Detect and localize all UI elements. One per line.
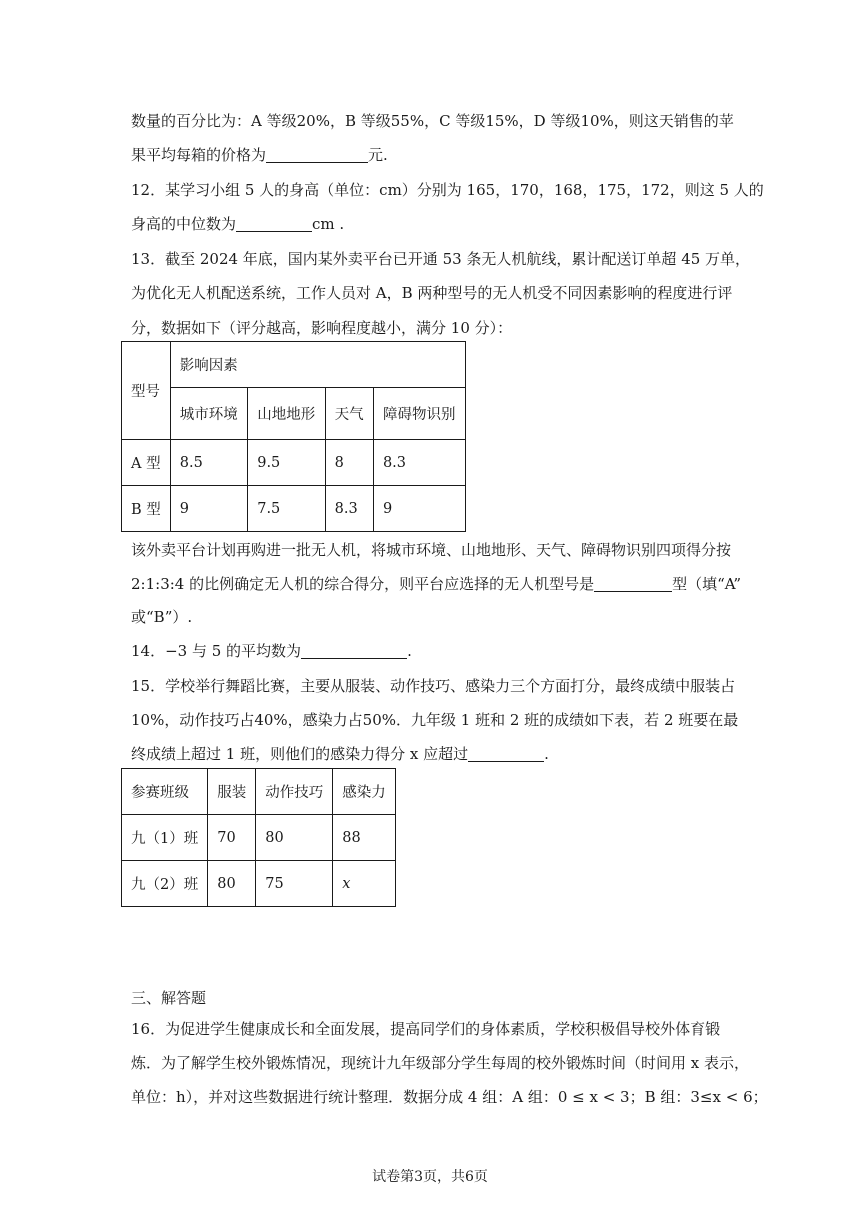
page-footer: 试卷第3页，共6页 <box>372 1169 488 1185</box>
q13-after-line-1: 该外卖平台计划再购进一批无人机，将城市环境、山地地形、天气、障碍物识别四项得分按 <box>131 541 732 559</box>
q12-line-1: 12．某学习小组 5 人的身高（单位：cm）分别为 165，170，168，175，172，则这 5 人的 <box>131 181 764 199</box>
q14-answer-blank[interactable] <box>301 642 407 659</box>
q13-col-header: 城市环境 <box>170 388 247 440</box>
q15-col-header: 参赛班级 <box>122 769 208 815</box>
q15-table-cell: 88 <box>333 815 396 861</box>
q14-text-post: . <box>407 642 412 660</box>
q13-table-cell: 9 <box>373 486 465 532</box>
q13-after-line-3: 或“B”）. <box>131 608 193 626</box>
q11-text-pre: 果平均每箱的价格为 <box>131 146 267 164</box>
q13-after-text-post: 型（填“A” <box>672 575 742 593</box>
q13-col-header: 山地地形 <box>248 388 325 440</box>
q12-text-post: cm . <box>312 215 345 233</box>
q15-col-header: 服装 <box>208 769 256 815</box>
q15-line-2: 10%，动作技巧占40%，感染力占50%．九年级 1 班和 2 班的成绩如下表，若 2 班要在最 <box>131 711 739 729</box>
q15-table <box>121 768 396 907</box>
q11-answer-blank[interactable] <box>266 146 368 163</box>
q13-table-corner: 型号 <box>122 342 171 440</box>
q13-line-3: 分，数据如下（评分越高，影响程度越小，满分 10 分）： <box>131 319 513 337</box>
q15-table-cell: 75 <box>256 861 333 907</box>
q13-table-cell: 7.5 <box>248 486 325 532</box>
q13-answer-blank[interactable] <box>594 575 672 592</box>
q13-table-cell: 8.3 <box>373 440 465 486</box>
q16-line-2: 炼．为了解学生校外锻炼情况，现统计九年级部分学生每周的校外锻炼时间（时间用 x 表示， <box>131 1054 749 1072</box>
q12-text-pre: 身高的中位数为 <box>131 215 237 233</box>
q11-line-1: 数量的百分比为：A 等级20%，B 等级55%，C 等级15%，D 等级10%，则这天销售的苹 <box>131 112 734 130</box>
q12-answer-blank[interactable] <box>236 215 312 232</box>
q15-table-cell: 80 <box>256 815 333 861</box>
q15-text-post: . <box>544 745 549 763</box>
q15-table-cell: 九（1）班 <box>122 815 208 861</box>
q13-table-cell: 8.5 <box>170 440 247 486</box>
q13-after-line-2 <box>131 574 741 594</box>
q13-table-cell: 8.3 <box>325 486 373 532</box>
q13-after-text-pre: 2:1:3:4 的比例确定无人机的综合得分，则平台应选择的无人机型号是 <box>131 575 595 593</box>
q13-row-model: A 型 <box>122 440 171 486</box>
q15-table-cell: 70 <box>208 815 256 861</box>
q14-text-pre: 14．−3 与 5 的平均数为 <box>131 642 302 660</box>
q15-line-1: 15．学校举行舞蹈比赛，主要从服装、动作技巧、感染力三个方面打分，最终成绩中服装占 <box>131 677 736 695</box>
q16-line-3: 单位：h），并对这些数据进行统计整理．数据分成 4 组：A 组：0 ≤ x < 3；B 组：3≤x < 6； <box>131 1088 768 1106</box>
q13-row-model: B 型 <box>122 486 171 532</box>
q13-table-cell: 8 <box>325 440 373 486</box>
section-heading: 三、解答题 <box>131 989 207 1007</box>
q14-line <box>131 641 412 661</box>
q13-table-group-header: 影响因素 <box>170 342 465 388</box>
q13-line-2: 为优化无人机配送系统，工作人员对 A，B 两种型号的无人机受不同因素影响的程度进行评 <box>131 284 733 302</box>
q13-table-cell: 9 <box>170 486 247 532</box>
q15-table-cell: 九（2）班 <box>122 861 208 907</box>
q15-table-cell: 80 <box>208 861 256 907</box>
q16-line-1: 16．为促进学生健康成长和全面发展，提高同学们的身体素质，学校积极倡导校外体育锻 <box>131 1020 721 1038</box>
q15-col-header: 动作技巧 <box>256 769 333 815</box>
q13-table <box>121 341 466 532</box>
q15-text-pre: 终成绩上超过 1 班，则他们的感染力得分 x 应超过 <box>131 745 469 763</box>
q15-line-3 <box>131 744 549 764</box>
q13-col-header: 天气 <box>325 388 373 440</box>
q11-text-post: 元. <box>368 146 388 164</box>
q13-col-header: 障碍物识别 <box>373 388 465 440</box>
q11-line-2 <box>131 145 388 165</box>
q15-col-header: 感染力 <box>333 769 396 815</box>
q15-table-cell: x <box>333 861 396 907</box>
q12-line-2 <box>131 214 344 234</box>
q15-answer-blank[interactable] <box>468 745 544 762</box>
q13-table-cell: 9.5 <box>248 440 325 486</box>
q13-line-1: 13．截至 2024 年底，国内某外卖平台已开通 53 条无人机航线，累计配送订单超 45 万单， <box>131 250 751 268</box>
